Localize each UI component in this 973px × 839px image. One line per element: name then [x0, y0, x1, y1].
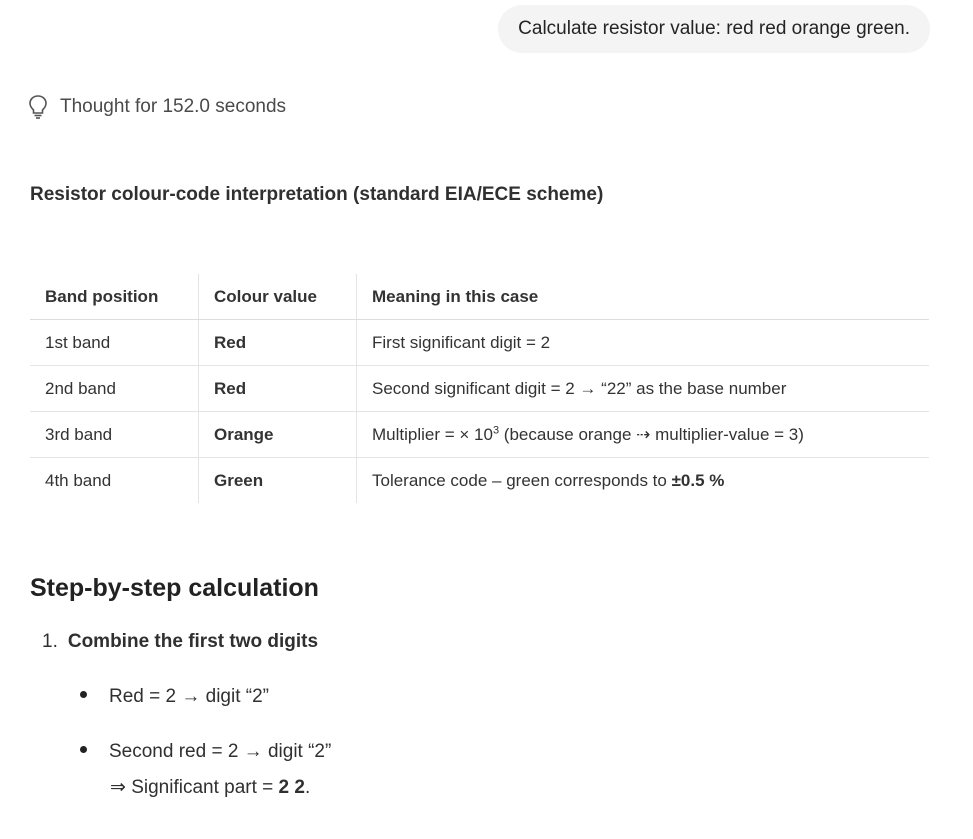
section-heading: Resistor colour-code interpretation (standard EIA/ECE scheme) [30, 184, 604, 205]
tolerance-value: ±0.5 % [671, 470, 725, 490]
band-cell: 1st band [30, 320, 199, 366]
meaning-cell: Second significant digit = 2 → “22” as the base number [357, 366, 930, 412]
table-row [30, 412, 929, 458]
band-cell: 3rd band [30, 412, 199, 458]
meaning-text: Tolerance code – green corresponds to [372, 470, 672, 490]
bullet-text: Second red = 2 → digit “2” [109, 741, 332, 762]
result-text: . [304, 777, 311, 798]
thought-label: Thought for 152.0 seconds [60, 96, 287, 117]
step-1 [42, 631, 318, 653]
meaning-cell [357, 412, 930, 458]
result-value: 2 2 [278, 777, 305, 798]
lightbulb-icon [28, 94, 48, 120]
thought-toggle[interactable] [28, 94, 286, 120]
resistor-bands-table [30, 274, 929, 503]
list-item [80, 686, 269, 708]
meaning-text: (because orange ⇢ multiplier-value = 3) [499, 424, 804, 444]
step-label: Combine the first two digits [67, 631, 319, 652]
steps-title: Step-by-step calculation [30, 574, 319, 602]
bullet-dot [80, 746, 87, 753]
band-cell: 2nd band [30, 366, 199, 412]
meaning-text: Multiplier = × 10 [372, 424, 493, 444]
colour-cell: Red [199, 366, 357, 412]
colour-cell: Green [199, 458, 357, 504]
colour-cell: Red [199, 320, 357, 366]
table-row [30, 458, 929, 504]
header-colour-value: Colour value [199, 274, 357, 320]
meaning-cell: First significant digit = 2 [357, 320, 930, 366]
exponent: 3 [492, 423, 500, 436]
table-header-row [30, 274, 929, 320]
bullet-text: Red = 2 → digit “2” [109, 686, 269, 707]
user-message-bubble: Calculate resistor value: red red orange green. [498, 5, 930, 53]
step-number: 1. [42, 631, 58, 652]
header-meaning: Meaning in this case [357, 274, 930, 320]
result-text: ⇒ Significant part = [110, 777, 279, 798]
bullet-dot [80, 691, 87, 698]
colour-cell: Orange [199, 412, 357, 458]
table-row [30, 366, 929, 412]
band-cell: 4th band [30, 458, 199, 504]
meaning-cell [357, 458, 930, 504]
list-item [80, 741, 331, 763]
result-line [110, 776, 310, 799]
table-row [30, 320, 929, 366]
header-band-position: Band position [30, 274, 199, 320]
